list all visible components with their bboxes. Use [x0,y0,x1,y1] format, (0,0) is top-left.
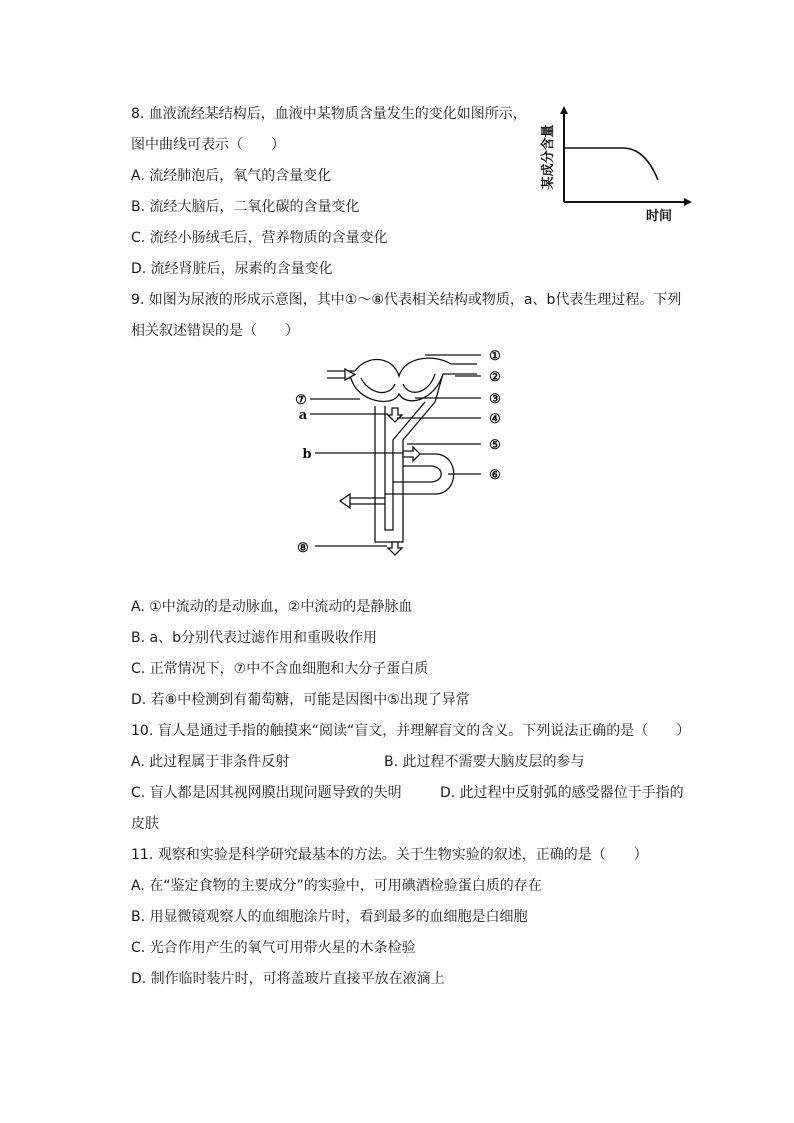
q11-option-a: A. 在“鉴定食物的主要成分”的实验中，可用碘酒检验蛋白质的存在 [131,878,542,894]
label-3: ③ [489,392,501,407]
q10-option-c: C. 盲人都是因其视网膜出现问题导致的失明 [131,785,402,801]
q8-stem-line-2: 图中曲线可表示（ ） [131,137,285,153]
q8-y-arrow [560,106,568,114]
q10-option-a: A. 此过程属于非条件反射 [131,754,290,770]
q9-stem-line-1: 9. 如图为尿液的形成示意图，其中①～⑧代表相关结构或物质，a、b代表生理过程。下列 [131,292,682,308]
label-6: ⑥ [489,468,501,483]
q11-option-d: D. 制作临时装片时，可将盖玻片直接平放在液滴上 [131,971,445,987]
label-5: ⑤ [489,438,501,453]
q8-content-graph [535,105,705,225]
q9-option-d: D. 若⑧中检测到有葡萄糖，可能是因图中⑤出现了异常 [131,692,470,708]
q8-y-axis-label: 某成分含量 [541,124,556,190]
label-b: b [302,447,312,462]
q10-option-d-continued: 皮肤 [131,816,159,832]
q8-option-a: A. 流经肺泡后，氧气的含量变化 [131,168,332,184]
label-7: ⑦ [295,393,307,408]
label-4: ④ [489,412,501,427]
q8-x-arrow [684,198,692,206]
label-8: ⑧ [297,541,309,556]
q8-curve [564,148,658,180]
label-a: a [298,408,308,423]
q9-option-a: A. ①中流动的是动脉血，②中流动的是静脉血 [131,599,413,615]
q9-stem-line-2: 相关叙述错误的是（ ） [131,323,299,339]
q10-option-d: D. 此过程中反射弧的感受器位于手指的 [440,785,684,801]
q11-stem: 11. 观察和实验是科学研究最基本的方法。关于生物实验的叙述，正确的是（ ） [131,847,648,863]
q8-option-d: D. 流经肾脏后，尿素的含量变化 [131,261,333,277]
q8-option-c: C. 流经小肠绒毛后，营养物质的含量变化 [131,230,388,246]
q9-option-b: B. a、b分别代表过滤作用和重吸收作用 [131,630,377,646]
q11-option-c: C. 光合作用产生的氧气可用带火星的木条检验 [131,940,416,956]
q10-option-b: B. 此过程不需要大脑皮层的参与 [384,754,585,770]
q8-stem-line-1: 8. 血液流经某结构后，血液中某物质含量发生的变化如图所示， [131,106,527,122]
q9-nephron-diagram [285,342,525,562]
label-2: ② [489,370,501,385]
q11-option-b: B. 用显微镜观察人的血细胞涂片时，看到最多的血细胞是白细胞 [131,909,528,925]
q10-stem: 10. 盲人是通过手指的触摸来“阅读“盲文，并理解盲文的含义。下列说法正确的是（ ） [131,723,691,739]
label-1: ① [489,349,501,364]
q8-option-b: B. 流经大脑后，二氧化碳的含量变化 [131,199,360,215]
q8-x-axis-label: 时间 [645,209,673,224]
q9-option-c: C. 正常情况下，⑦中不含血细胞和大分子蛋白质 [131,661,429,677]
